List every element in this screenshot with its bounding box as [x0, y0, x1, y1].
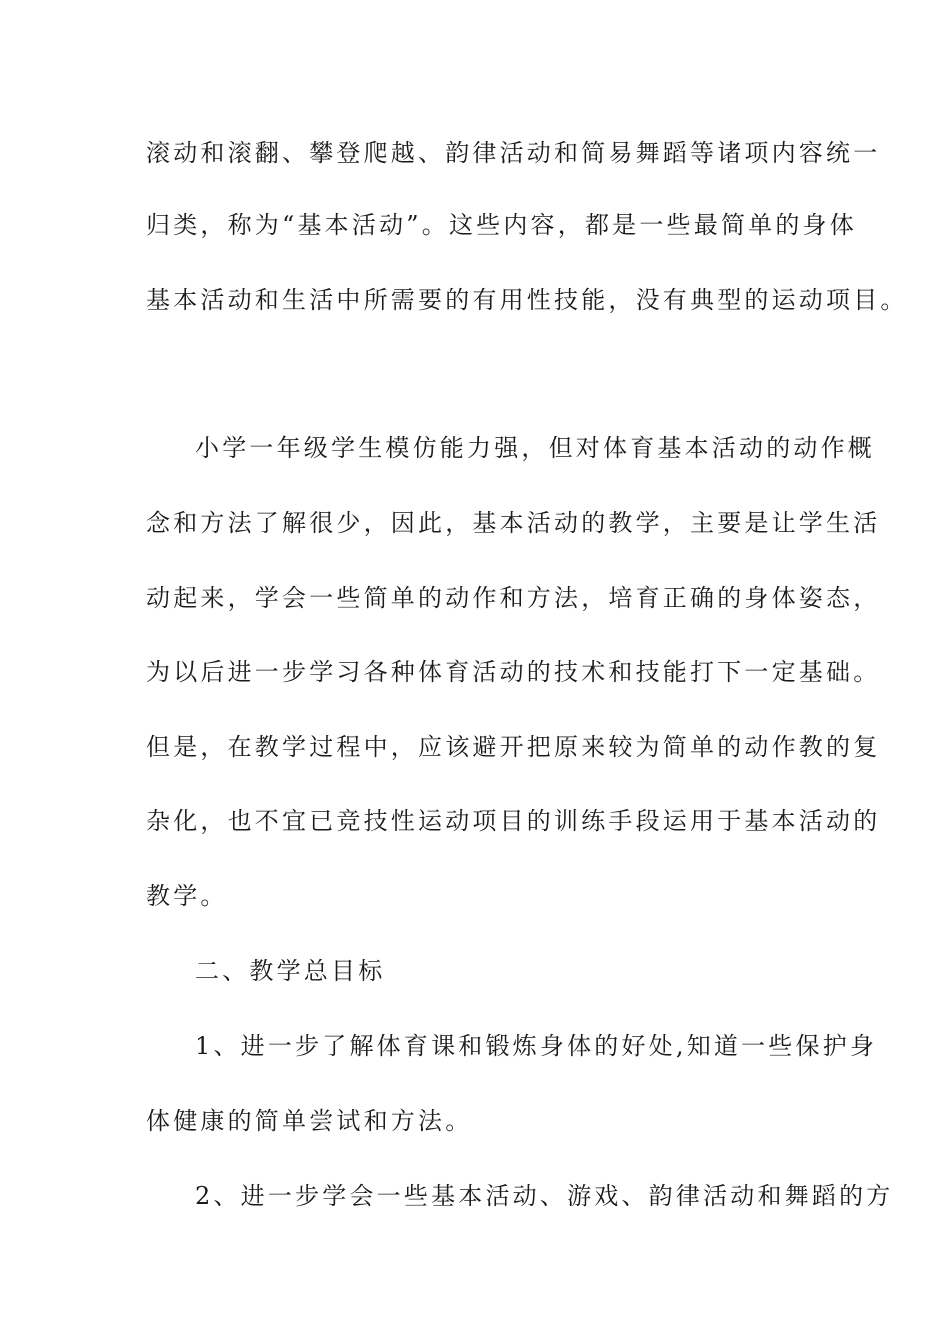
section-heading: 二、教学总目标: [195, 957, 386, 985]
paragraph-2-line-3: 动起来，学会一些简单的动作和方法，培育正确的身体姿态，: [146, 584, 881, 612]
item-1-line-2: 体健康的简单尝试和方法。: [146, 1107, 473, 1135]
paragraph-2-line-7: 教学。: [146, 882, 228, 910]
item-2-line-1: 2、进一步学会一些基本活动、游戏、韵律活动和舞蹈的方: [195, 1182, 894, 1210]
paragraph-2-line-1: 小学一年级学生模仿能力强，但对体育基本活动的动作概: [195, 434, 875, 462]
paragraph-2-line-2: 念和方法了解很少，因此，基本活动的教学，主要是让学生活: [146, 509, 881, 537]
paragraph-2-line-6: 杂化，也不宜已竞技性运动项目的训练手段运用于基本活动的: [146, 807, 881, 835]
paragraph-1-line-1: 滚动和滚翻、攀登爬越、韵律活动和简易舞蹈等诸项内容统一: [146, 139, 881, 167]
paragraph-2-line-5: 但是，在教学过程中，应该避开把原来较为简单的动作教的复: [146, 733, 881, 761]
paragraph-1-line-2: 归类，称为“基本活动”。这些内容，都是一些最简单的身体: [146, 211, 857, 239]
paragraph-2-line-4: 为以后进一步学习各种体育活动的技术和技能打下一定基础。: [146, 658, 881, 686]
paragraph-1-line-3: 基本活动和生活中所需要的有用性技能，没有典型的运动项目。: [146, 286, 908, 314]
item-1-line-1: 1、进一步了解体育课和锻炼身体的好处,知道一些保护身: [195, 1032, 878, 1060]
